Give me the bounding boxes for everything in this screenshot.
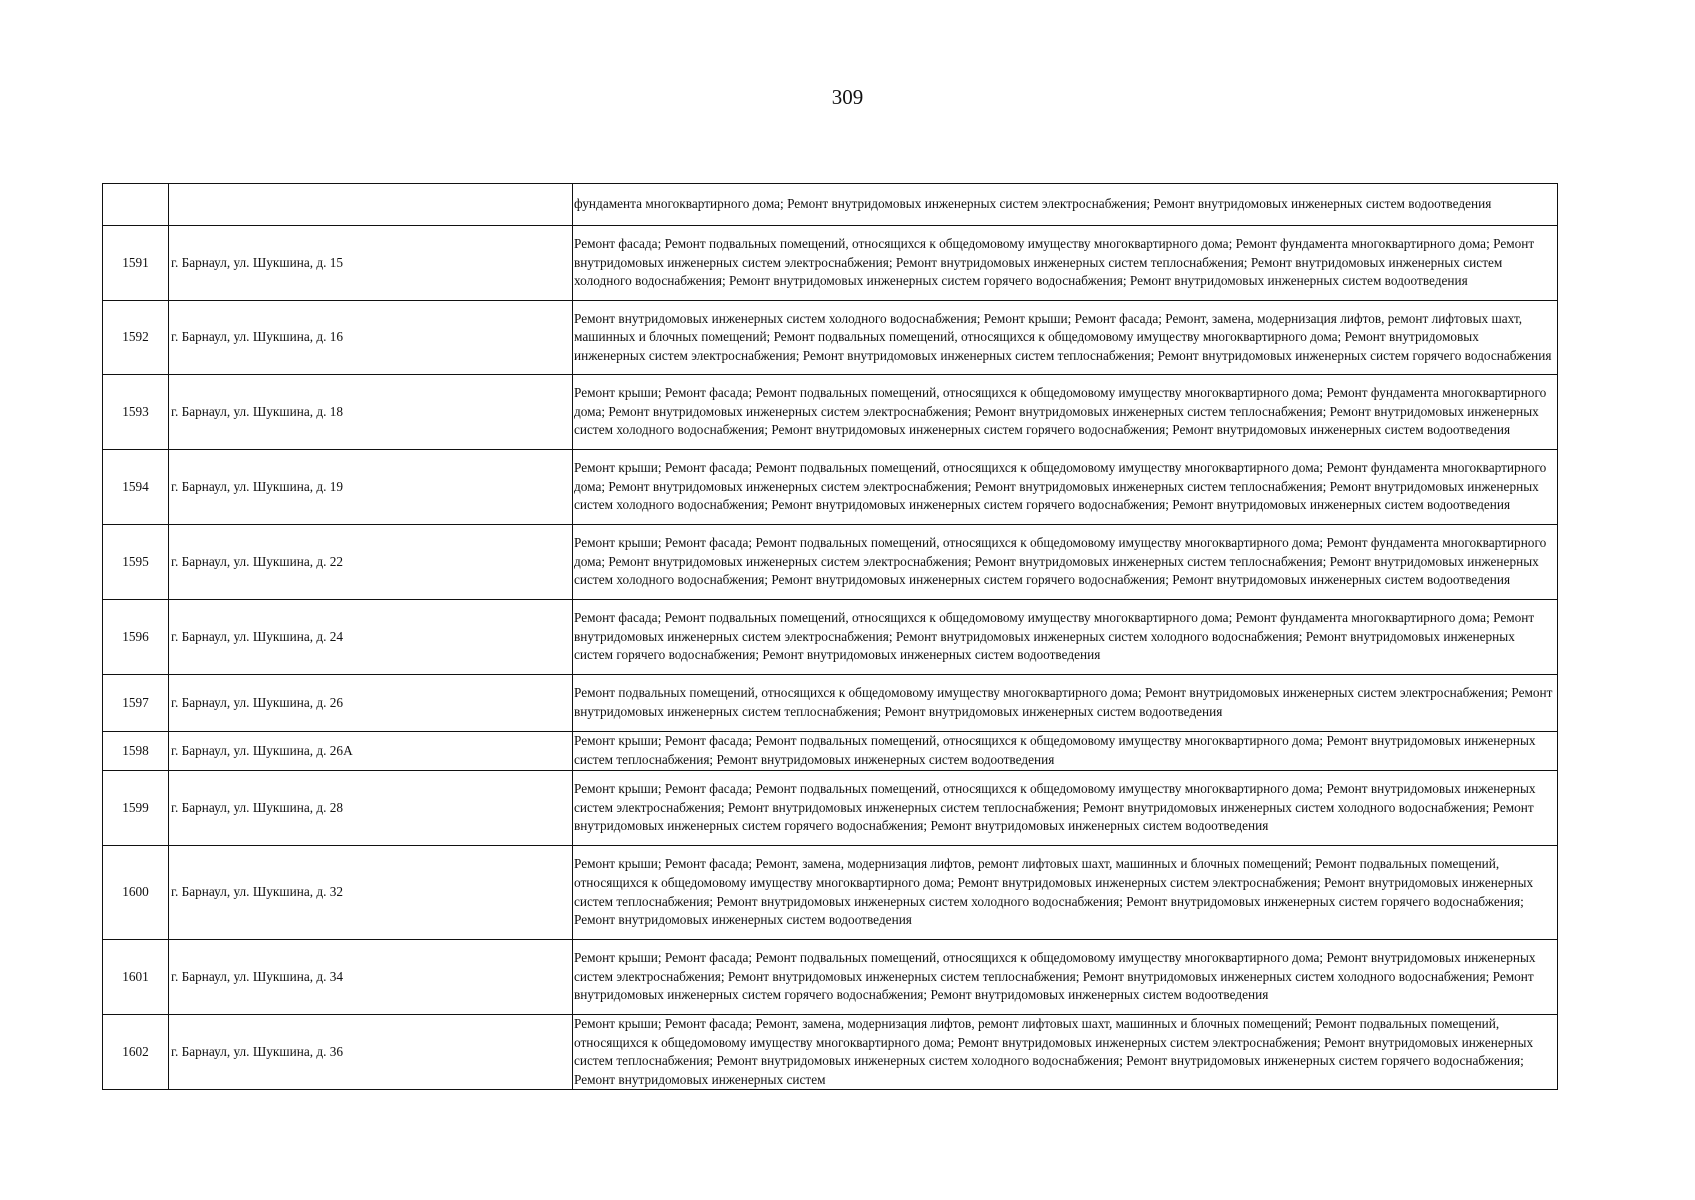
table-row [103,226,1558,301]
row-number: 1593 [103,375,169,450]
row-number: 1591 [103,226,169,301]
row-address: г. Барнаул, ул. Шукшина, д. 32 [169,846,573,940]
table-row [103,450,1558,525]
row-works: Ремонт крыши; Ремонт фасада; Ремонт, замена, модернизация лифтов, ремонт лифтовых шахт, машинных и блочных помещений; Ремонт подвальных помещений, относящихся к общедомовому имуществу многоквартирного дома; Ремонт внутридомовых инженерных систем электроснабжения; Ремонт внутридомовых инженерных систем теплоснабжения; Ремонт внутридомовых инженерных систем холодного водоснабжения; Ремонт внутридомовых инженерных систем горячего водоснабжения; Ремонт внутридомовых инженерных систем [573,1015,1558,1090]
row-address: г. Барнаул, ул. Шукшина, д. 22 [169,525,573,600]
row-number: 1600 [103,846,169,940]
table-row [103,301,1558,375]
row-address: г. Барнаул, ул. Шукшина, д. 18 [169,375,573,450]
row-works: Ремонт крыши; Ремонт фасада; Ремонт подвальных помещений, относящихся к общедомовому имуществу многоквартирного дома; Ремонт внутридомовых инженерных систем теплоснабжения; Ремонт внутридомовых инженерных систем водоотведения [573,732,1558,771]
table-row [103,1015,1558,1090]
row-number: 1599 [103,771,169,846]
row-works: Ремонт подвальных помещений, относящихся к общедомовому имуществу многоквартирного дома; Ремонт внутридомовых инженерных систем электроснабжения; Ремонт внутридомовых инженерных систем теплоснабжения; Ремонт внутридомовых инженерных систем водоотведения [573,675,1558,732]
row-works: Ремонт фасада; Ремонт подвальных помещений, относящихся к общедомовому имуществу многоквартирного дома; Ремонт фундамента многоквартирного дома; Ремонт внутридомовых инженерных систем электроснабжения; Ремонт внутридомовых инженерных систем теплоснабжения; Ремонт внутридомовых инженерных систем холодного водоснабжения; Ремонт внутридомовых инженерных систем горячего водоснабжения; Ремонт внутридомовых инженерных систем водоотведения [573,226,1558,301]
row-works: Ремонт крыши; Ремонт фасада; Ремонт подвальных помещений, относящихся к общедомовому имуществу многоквартирного дома; Ремонт внутридомовых инженерных систем электроснабжения; Ремонт внутридомовых инженерных систем теплоснабжения; Ремонт внутридомовых инженерных систем холодного водоснабжения; Ремонт внутридомовых инженерных систем горячего водоснабжения; Ремонт внутридомовых инженерных систем водоотведения [573,940,1558,1015]
row-number: 1594 [103,450,169,525]
table-body [103,184,1558,1090]
row-address: г. Барнаул, ул. Шукшина, д. 15 [169,226,573,301]
row-number: 1592 [103,301,169,375]
row-number: 1596 [103,600,169,675]
row-works: Ремонт крыши; Ремонт фасада; Ремонт, замена, модернизация лифтов, ремонт лифтовых шахт, машинных и блочных помещений; Ремонт подвальных помещений, относящихся к общедомовому имуществу многоквартирного дома; Ремонт внутридомовых инженерных систем электроснабжения; Ремонт внутридомовых инженерных систем теплоснабжения; Ремонт внутридомовых инженерных систем холодного водоснабжения; Ремонт внутридомовых инженерных систем горячего водоснабжения; Ремонт внутридомовых инженерных систем водоотведения [573,846,1558,940]
repair-program-table [102,183,1558,1090]
row-address: г. Барнаул, ул. Шукшина, д. 26А [169,732,573,771]
row-address: г. Барнаул, ул. Шукшина, д. 36 [169,1015,573,1090]
row-address: г. Барнаул, ул. Шукшина, д. 26 [169,675,573,732]
row-number: 1602 [103,1015,169,1090]
row-address: г. Барнаул, ул. Шукшина, д. 28 [169,771,573,846]
row-works: Ремонт крыши; Ремонт фасада; Ремонт подвальных помещений, относящихся к общедомовому имуществу многоквартирного дома; Ремонт внутридомовых инженерных систем электроснабжения; Ремонт внутридомовых инженерных систем теплоснабжения; Ремонт внутридомовых инженерных систем холодного водоснабжения; Ремонт внутридомовых инженерных систем горячего водоснабжения; Ремонт внутридомовых инженерных систем водоотведения [573,771,1558,846]
row-address: г. Барнаул, ул. Шукшина, д. 19 [169,450,573,525]
table-row [103,375,1558,450]
row-works: фундамента многоквартирного дома; Ремонт внутридомовых инженерных систем электроснабжения; Ремонт внутридомовых инженерных систем водоотведения [573,184,1558,226]
table-row [103,940,1558,1015]
table-row [103,846,1558,940]
row-works: Ремонт крыши; Ремонт фасада; Ремонт подвальных помещений, относящихся к общедомовому имуществу многоквартирного дома; Ремонт фундамента многоквартирного дома; Ремонт внутридомовых инженерных систем электроснабжения; Ремонт внутридомовых инженерных систем теплоснабжения; Ремонт внутридомовых инженерных систем холодного водоснабжения; Ремонт внутридомовых инженерных систем горячего водоснабжения; Ремонт внутридомовых инженерных систем водоотведения [573,525,1558,600]
table-row [103,600,1558,675]
row-works: Ремонт крыши; Ремонт фасада; Ремонт подвальных помещений, относящихся к общедомовому имуществу многоквартирного дома; Ремонт фундамента многоквартирного дома; Ремонт внутридомовых инженерных систем электроснабжения; Ремонт внутридомовых инженерных систем теплоснабжения; Ремонт внутридомовых инженерных систем холодного водоснабжения; Ремонт внутридомовых инженерных систем горячего водоснабжения; Ремонт внутридомовых инженерных систем водоотведения [573,375,1558,450]
row-address: г. Барнаул, ул. Шукшина, д. 34 [169,940,573,1015]
page-number: 309 [831,85,864,109]
row-number: 1595 [103,525,169,600]
row-address: г. Барнаул, ул. Шукшина, д. 24 [169,600,573,675]
row-address [169,184,573,226]
row-works: Ремонт крыши; Ремонт фасада; Ремонт подвальных помещений, относящихся к общедомовому имуществу многоквартирного дома; Ремонт фундамента многоквартирного дома; Ремонт внутридомовых инженерных систем электроснабжения; Ремонт внутридомовых инженерных систем теплоснабжения; Ремонт внутридомовых инженерных систем холодного водоснабжения; Ремонт внутридомовых инженерных систем горячего водоснабжения; Ремонт внутридомовых инженерных систем водоотведения [573,450,1558,525]
table-row [103,732,1558,771]
table-row [103,675,1558,732]
row-number: 1597 [103,675,169,732]
table-row [103,184,1558,226]
row-works: Ремонт внутридомовых инженерных систем холодного водоснабжения; Ремонт крыши; Ремонт фасада; Ремонт, замена, модернизация лифтов, ремонт лифтовых шахт, машинных и блочных помещений; Ремонт подвальных помещений, относящихся к общедомовому имуществу многоквартирного дома; Ремонт внутридомовых инженерных систем электроснабжения; Ремонт внутридомовых инженерных систем теплоснабжения; Ремонт внутридомовых инженерных систем горячего водоснабжения [573,301,1558,375]
row-works: Ремонт фасада; Ремонт подвальных помещений, относящихся к общедомовому имуществу многоквартирного дома; Ремонт фундамента многоквартирного дома; Ремонт внутридомовых инженерных систем электроснабжения; Ремонт внутридомовых инженерных систем холодного водоснабжения; Ремонт внутридомовых инженерных систем горячего водоснабжения; Ремонт внутридомовых инженерных систем водоотведения [573,600,1558,675]
table-row [103,525,1558,600]
table-row [103,771,1558,846]
row-address: г. Барнаул, ул. Шукшина, д. 16 [169,301,573,375]
row-number: 1598 [103,732,169,771]
row-number: 1601 [103,940,169,1015]
row-number [103,184,169,226]
